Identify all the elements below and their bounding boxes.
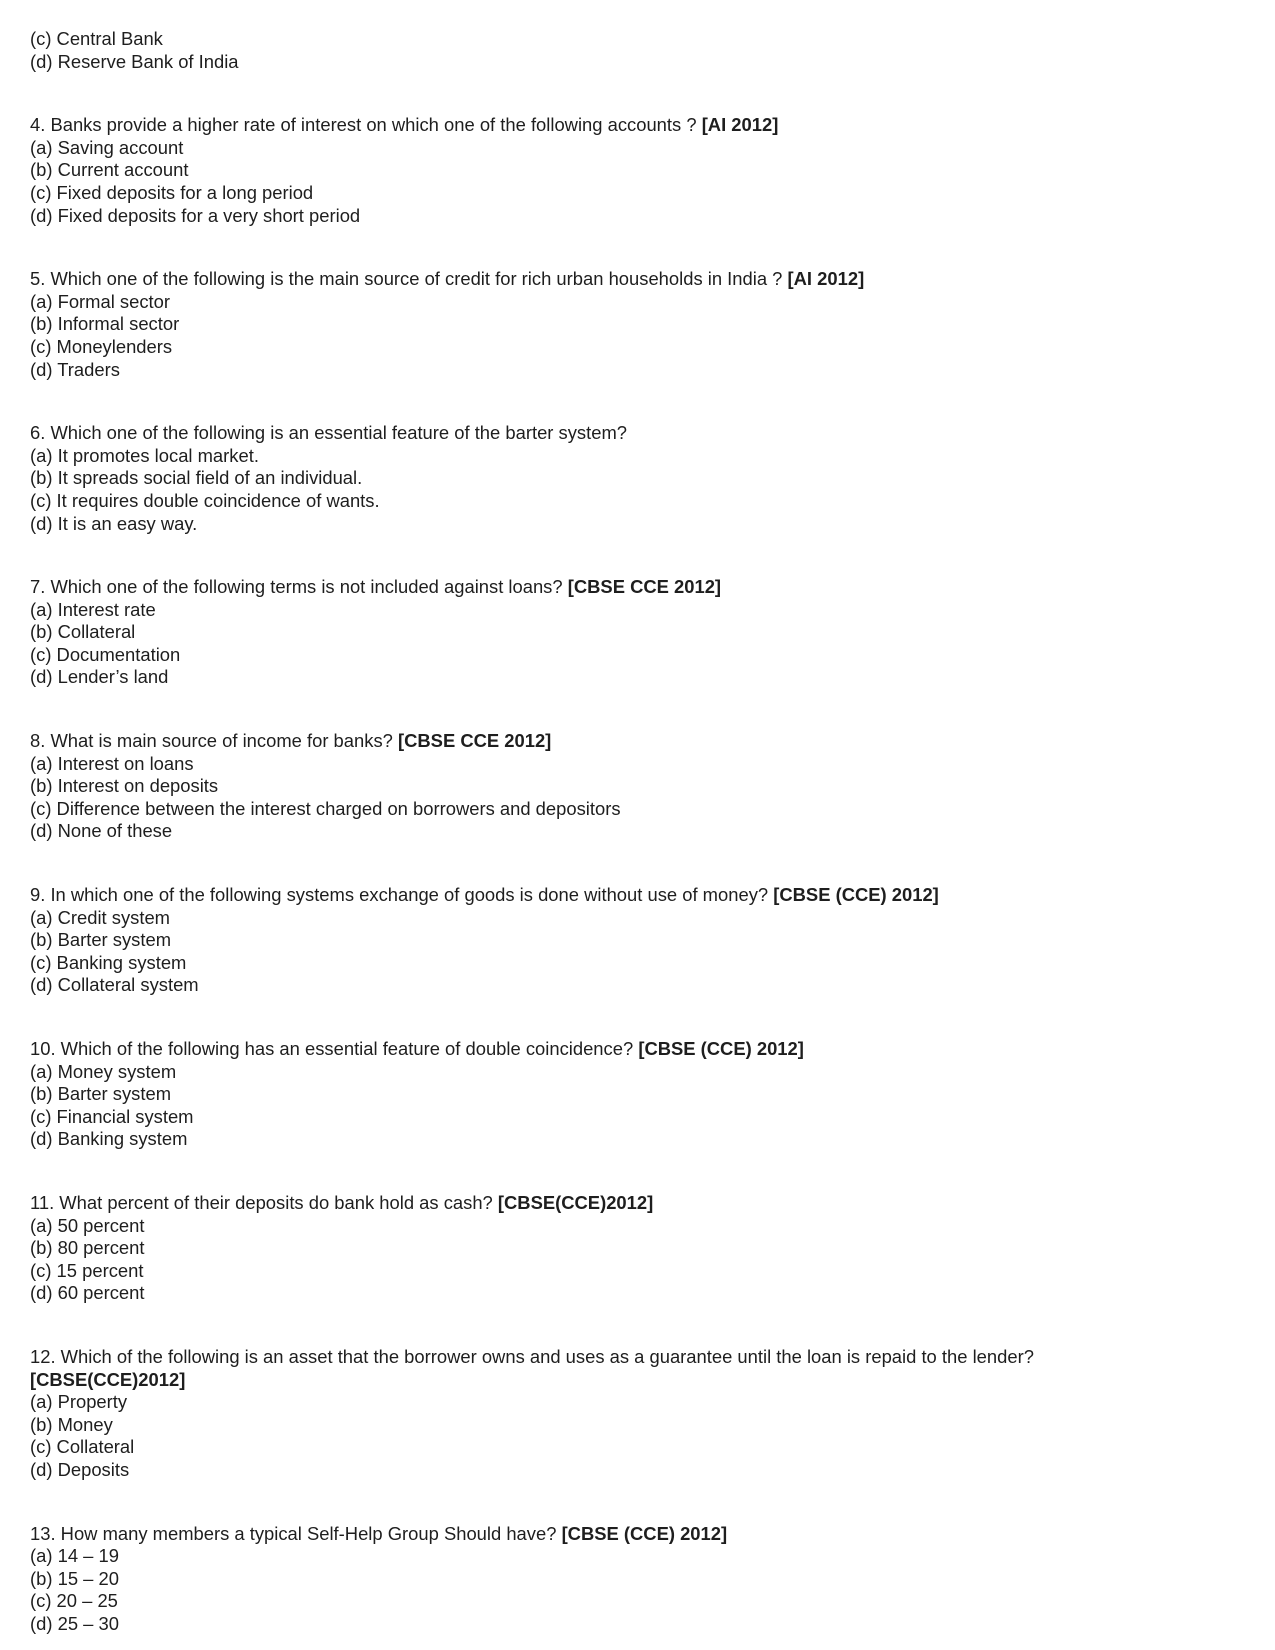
- option-c: (c) Central Bank: [30, 28, 163, 49]
- question-text: [30, 884, 1120, 907]
- option-c: (c) Difference between the interest charged on borrowers and depositors: [30, 797, 621, 819]
- option-b: (b) Informal sector: [30, 313, 180, 335]
- option-a: (a) Interest on loans: [30, 752, 194, 774]
- option-a: (a) It promotes local market.: [30, 444, 259, 466]
- option-b: (b) Collateral: [30, 621, 136, 643]
- option-d: (d) Deposits: [30, 1458, 130, 1480]
- question-text: [30, 1523, 1120, 1546]
- option-d: (d) Fixed deposits for a very short period: [30, 204, 361, 226]
- option-d: (d) Banking system: [30, 1128, 188, 1150]
- option-a: (a) Property: [30, 1391, 128, 1413]
- option-d: (d) 25 – 30: [30, 1612, 119, 1634]
- question-block-13: [30, 1523, 1120, 1636]
- question-body: 6. Which one of the following is an essential feature of the barter system?: [30, 422, 627, 444]
- option-a: (a) Money system: [30, 1060, 177, 1082]
- option-b: (b) Barter system: [30, 1083, 172, 1105]
- question-body: 7. Which one of the following terms is not included against loans?: [30, 576, 563, 598]
- option-d: (d) Reserve Bank of India: [30, 50, 239, 72]
- exam-citation: [CBSE (CCE) 2012]: [561, 1522, 728, 1544]
- question-text: [30, 730, 1120, 753]
- question-text: [30, 268, 1120, 291]
- question-block-3-partial: [30, 28, 1120, 73]
- question-body: 11. What percent of their deposits do bank hold as cash?: [30, 1191, 493, 1213]
- question-block-7: [30, 576, 1120, 689]
- question-block-11: [30, 1192, 1120, 1305]
- option-d: (d) 60 percent: [30, 1282, 145, 1304]
- option-d: (d) None of these: [30, 820, 173, 842]
- exam-citation: [AI 2012]: [787, 268, 865, 290]
- question-block-10: [30, 1038, 1120, 1151]
- exam-citation: [CBSE CCE 2012]: [567, 576, 722, 598]
- option-c: (c) Moneylenders: [30, 335, 173, 357]
- question-text: [30, 114, 1120, 137]
- question-body: 13. How many members a typical Self-Help Group Should have?: [30, 1522, 557, 1544]
- question-text: [30, 1346, 1120, 1391]
- option-b: (b) 80 percent: [30, 1237, 145, 1259]
- option-b: (b) Money: [30, 1413, 113, 1435]
- exam-citation: [CBSE (CCE) 2012]: [773, 884, 939, 906]
- exam-citation: [CBSE (CCE) 2012]: [638, 1038, 804, 1059]
- option-c: (c) Financial system: [30, 1105, 194, 1127]
- question-body: 9. In which one of the following systems exchange of goods is done without use of money?: [30, 884, 769, 906]
- exam-citation: [CBSE(CCE)2012]: [30, 1368, 186, 1390]
- question-body: 4. Banks provide a higher rate of interest on which one of the following accounts ?: [30, 114, 697, 136]
- exam-citation: [AI 2012]: [701, 114, 779, 136]
- option-a: (a) 50 percent: [30, 1214, 145, 1236]
- question-block-6: [30, 422, 1120, 535]
- option-c: (c) 20 – 25: [30, 1590, 118, 1612]
- option-c: (c) Banking system: [30, 951, 187, 973]
- option-b: (b) It spreads social field of an individual.: [30, 467, 363, 489]
- option-d: (d) Traders: [30, 358, 120, 380]
- option-d: (d) Lender’s land: [30, 666, 169, 688]
- option-a: (a) Credit system: [30, 906, 170, 928]
- question-body: 10. Which of the following has an essential feature of double coincidence?: [30, 1038, 634, 1059]
- option-a: (a) Formal sector: [30, 290, 170, 312]
- option-c: (c) 15 percent: [30, 1259, 144, 1281]
- question-block-8: [30, 730, 1120, 843]
- option-b: (b) Interest on deposits: [30, 775, 219, 797]
- option-c: (c) It requires double coincidence of wants.: [30, 489, 380, 511]
- option-b: (b) Current account: [30, 159, 189, 181]
- option-a: (a) Interest rate: [30, 598, 156, 620]
- option-d: (d) It is an easy way.: [30, 512, 198, 534]
- question-body: 5. Which one of the following is the main source of credit for rich urban households in India ?: [30, 268, 783, 290]
- option-b: (b) Barter system: [30, 929, 172, 951]
- question-block-4: [30, 114, 1120, 227]
- exam-citation: [CBSE CCE 2012]: [398, 730, 552, 752]
- option-c: (c) Collateral: [30, 1436, 135, 1458]
- question-text: [30, 1192, 1120, 1215]
- option-a: (a) 14 – 19: [30, 1545, 119, 1567]
- question-body: 8. What is main source of income for banks?: [30, 730, 393, 752]
- option-c: (c) Documentation: [30, 643, 181, 665]
- option-d: (d) Collateral system: [30, 974, 199, 996]
- exam-citation: [CBSE(CCE)2012]: [497, 1191, 654, 1213]
- question-text: [30, 576, 1120, 599]
- option-a: (a) Saving account: [30, 136, 184, 158]
- question-block-5: [30, 268, 1120, 381]
- question-block-12: [30, 1346, 1120, 1482]
- question-text: [30, 1038, 1120, 1061]
- question-body: 12. Which of the following is an asset that the borrower owns and uses as a guarantee until the loan is repaid to the lender?: [30, 1345, 1034, 1367]
- question-block-9: [30, 884, 1120, 997]
- question-text: [30, 422, 1120, 445]
- option-b: (b) 15 – 20: [30, 1567, 119, 1589]
- option-c: (c) Fixed deposits for a long period: [30, 181, 314, 203]
